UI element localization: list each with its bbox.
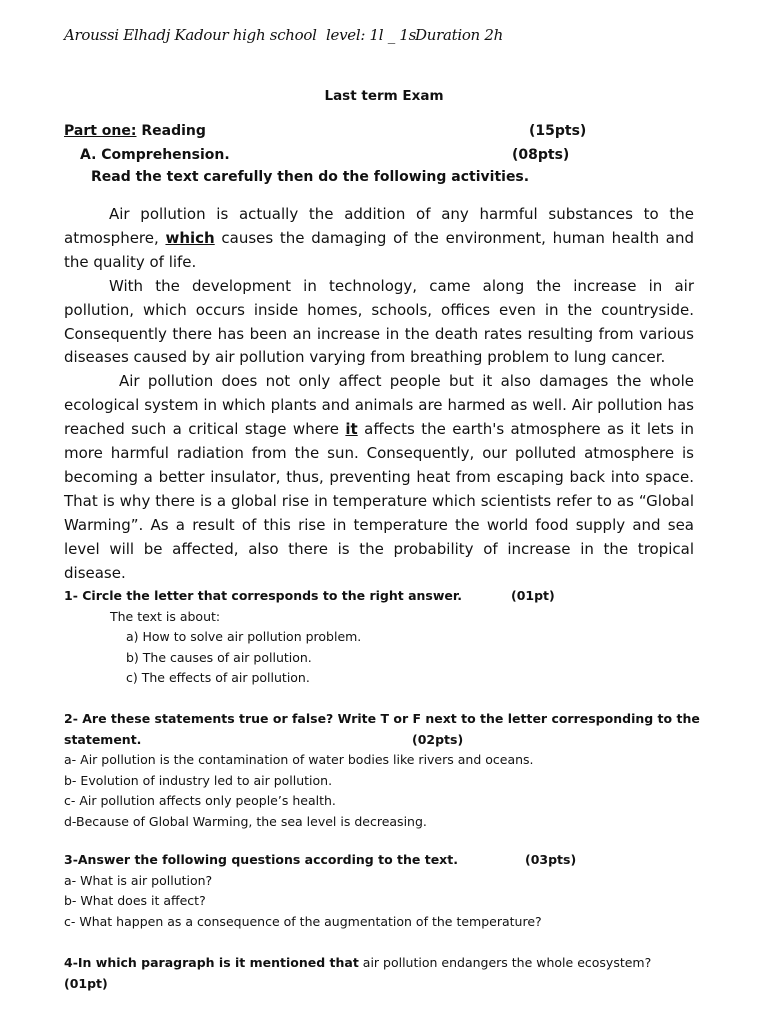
part-one-label: Part one: <box>64 123 137 139</box>
question-3 <box>64 850 704 932</box>
question-1-option-c: c) The effects of air pollution. <box>126 670 310 686</box>
instruction: Read the text carefully then do the following activities. <box>91 169 530 185</box>
question-2 <box>64 709 704 833</box>
reading-passage <box>64 203 694 586</box>
question-2-item-c: c- Air pollution affects only people’s health. <box>64 793 336 809</box>
exam-level: level: 1l _ 1s <box>326 26 417 44</box>
section-a-heading <box>80 147 720 163</box>
keyword-it: it <box>345 420 358 439</box>
question-4 <box>64 953 704 994</box>
passage-paragraph-3: Air pollution does not only affect people but it also damages the whole ecological system in which plants and animals are harmed as well. Air pollution has reached such a critical stage where it affects the earth's atmosphere as it lets in more harmful radiation from the sun. Consequently, our polluted atmosphere is becoming a better insulator, thus, preventing heat from escaping back into space. That is why there is a global rise in temperature which scientists refer to as “Global Warming”. As a result of this rise in temperature the world food supply and sea level will be affected, also there is the probability of increase in the tropical disease. <box>64 372 694 582</box>
question-2-item-a: a- Air pollution is the contamination of water bodies like rivers and oceans. <box>64 752 534 768</box>
question-2-item-d: d-Because of Global Warming, the sea level is decreasing. <box>64 813 427 829</box>
section-a-label: A. Comprehension. <box>80 147 230 163</box>
exam-duration: Duration 2h <box>415 26 503 44</box>
question-3-item-b: b- What does it affect? <box>64 893 206 909</box>
question-2-title-line-1: 2- Are these statements true or false? Write T or F next to the letter corresponding to the <box>64 711 700 726</box>
keyword-which: which <box>165 228 215 247</box>
question-1-option-b: b) The causes of air pollution. <box>126 649 312 665</box>
question-3-item-a: a- What is air pollution? <box>64 872 213 888</box>
question-1-stem: The text is about: <box>110 608 221 624</box>
exam-title: Last term Exam <box>324 88 444 104</box>
question-4-title-rest: air pollution endangers the whole ecosystem? <box>358 955 652 970</box>
question-1-title: 1- Circle the letter that corresponds to the right answer. <box>64 588 463 603</box>
question-3-item-c: c- What happen as a consequence of the augmentation of the temperature? <box>64 913 542 929</box>
school-name: Aroussi Elhadj Kadour high school <box>64 26 317 44</box>
question-1 <box>64 586 704 689</box>
question-1-points: (01pt) <box>511 588 555 603</box>
exam-header <box>64 26 704 48</box>
part-one-name: Reading <box>136 123 206 139</box>
question-4-points: (01pt) <box>64 975 108 991</box>
part-one-heading <box>64 123 704 139</box>
question-2-item-b: b- Evolution of industry led to air pollution. <box>64 772 333 788</box>
question-3-points: (03pts) <box>525 852 577 867</box>
question-2-title-line-2: statement. <box>64 731 142 747</box>
part-one-points: (15pts) <box>529 123 587 139</box>
question-1-option-a: a) How to solve air pollution problem. <box>126 629 362 645</box>
question-2-points: (02pts) <box>412 731 464 747</box>
passage-paragraph-2: With the development in technology, came along the increase in air pollution, which occurs inside homes, schools, offices even in the countryside. Consequently there has been an increase in the death rates resulting from various diseases caused by air pollution varying from breathing problem to lung cancer. <box>64 276 694 367</box>
section-a-points: (08pts) <box>512 147 570 163</box>
question-4-title: 4-In which paragraph is it mentioned that <box>64 955 359 970</box>
passage-paragraph-1: Air pollution is actually the addition of any harmful substances to the atmosphere, which causes the damaging of the environment, human health and the quality of life. <box>64 205 694 271</box>
question-3-title: 3-Answer the following questions according to the text. <box>64 852 458 867</box>
